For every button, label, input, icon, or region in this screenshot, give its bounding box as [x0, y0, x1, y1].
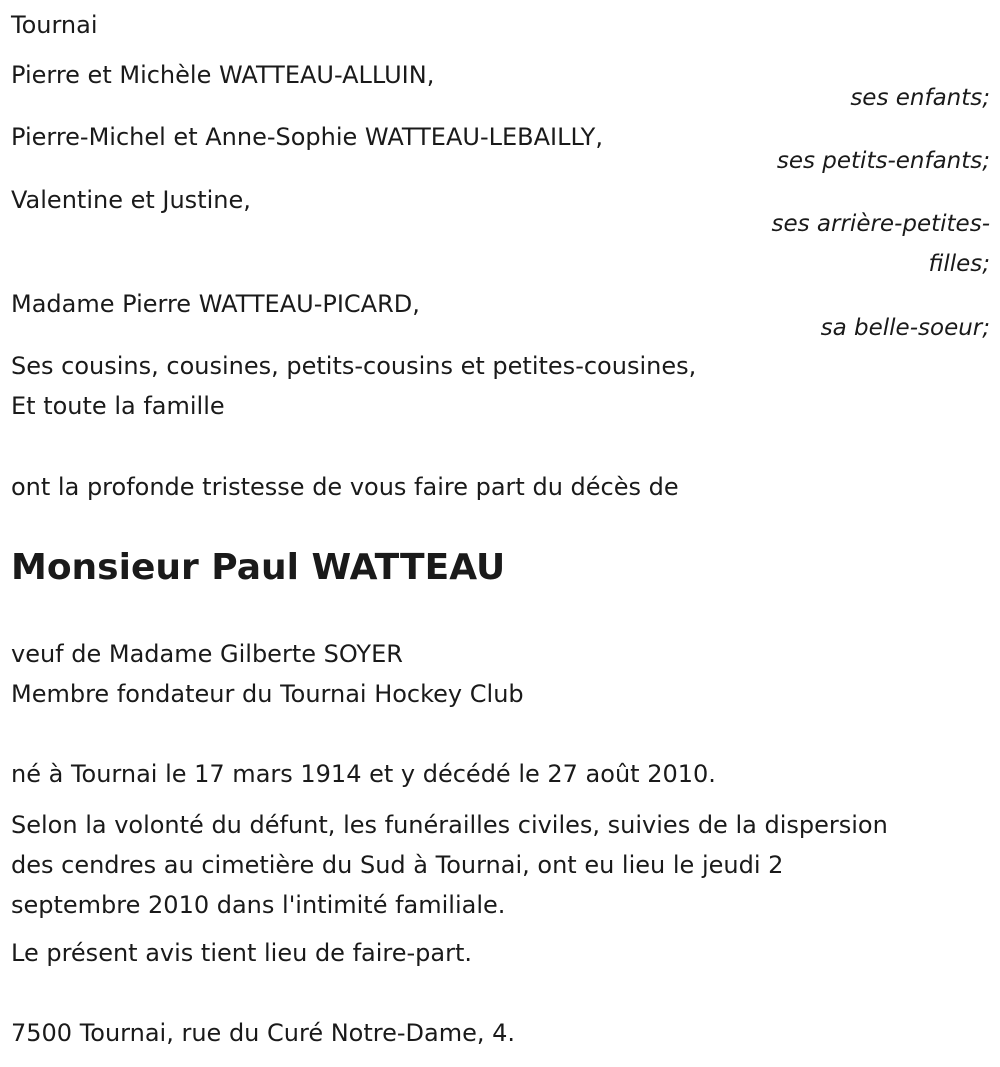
- family-sister-in-law: Madame Pierre WATTEAU-PICARD,: [11, 290, 420, 318]
- deceased-name: Monsieur Paul WATTEAU: [11, 547, 506, 588]
- relation-great-grandchildren-line1: ses arrière-petites-: [771, 211, 990, 237]
- cousins-line: Ses cousins, cousines, petits-cousins et petites-cousines,: [11, 352, 697, 380]
- relation-sister-in-law: sa belle-soeur;: [820, 315, 990, 341]
- relation-great-grandchildren-line2: filles;: [928, 251, 990, 277]
- relation-grandchildren: ses petits-enfants;: [776, 148, 990, 174]
- family-children: Pierre et Michèle WATTEAU-ALLUIN,: [11, 61, 435, 89]
- birth-death-line: né à Tournai le 17 mars 1914 et y décédé le 27 août 2010.: [11, 760, 716, 788]
- family-great-grandchildren: Valentine et Justine,: [11, 186, 251, 214]
- city: Tournai: [11, 11, 98, 39]
- whole-family-line: Et toute la famille: [11, 392, 225, 420]
- member-line: Membre fondateur du Tournai Hockey Club: [11, 680, 524, 708]
- widower-line: veuf de Madame Gilberte SOYER: [11, 640, 403, 668]
- funeral-line-1: Selon la volonté du défunt, les funérailles civiles, suivies de la dispersion: [11, 811, 888, 839]
- relation-children: ses enfants;: [850, 85, 990, 111]
- announcement: ont la profonde tristesse de vous faire part du décès de: [11, 473, 679, 501]
- notice-note: Le présent avis tient lieu de faire-part.: [11, 939, 473, 967]
- funeral-line-2: des cendres au cimetière du Sud à Tournai, ont eu lieu le jeudi 2: [11, 851, 784, 879]
- funeral-line-3: septembre 2010 dans l'intimité familiale.: [11, 891, 506, 919]
- address-line: 7500 Tournai, rue du Curé Notre-Dame, 4.: [11, 1019, 516, 1047]
- family-grandchildren: Pierre-Michel et Anne-Sophie WATTEAU-LEBAILLY,: [11, 123, 603, 151]
